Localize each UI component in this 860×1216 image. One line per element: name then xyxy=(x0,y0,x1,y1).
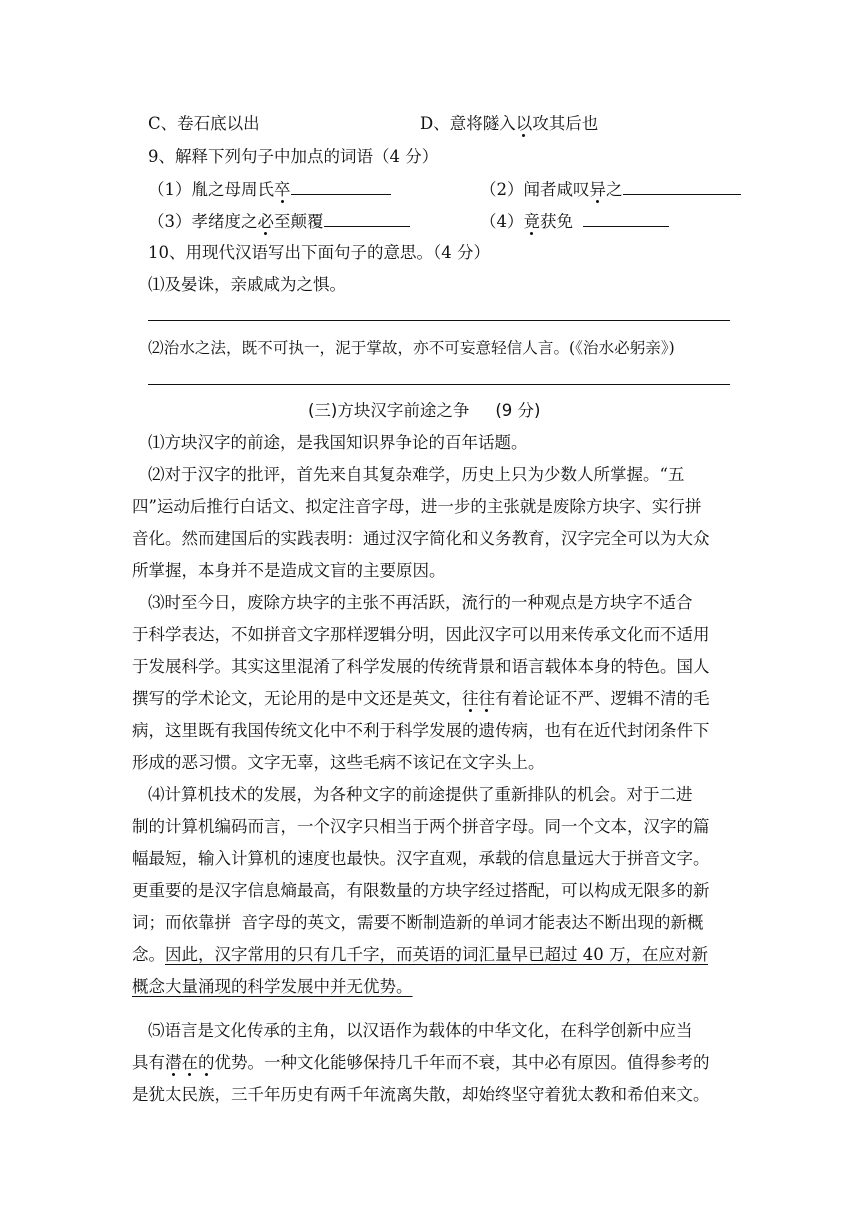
emphasis-dot-char: 往 xyxy=(462,689,479,708)
answer-blank[interactable] xyxy=(291,178,391,195)
emphasis-dot-char: 以 xyxy=(515,114,533,133)
paragraph-3-line: 于发展科学。其实这里混淆了科学发展的传统背景和语言载体本身的特色。国人 xyxy=(132,657,710,676)
paragraph-4-line: 词；而依靠拼 音字母的英文，需要不断制造新的单词才能表达不断出现的新概 xyxy=(132,913,704,932)
answer-blank[interactable] xyxy=(583,210,669,227)
paragraph-3-line: 病，这里既有我国传统文化中不利于科学发展的遗传病，也有在近代封闭条件下 xyxy=(132,721,710,740)
paragraph-1: ⑴方块汉字的前途，是我国知识界争论的百年话题。 xyxy=(148,433,528,452)
paragraph-3-line: ⑶时至今日，废除方块字的主张不再活跃，流行的一种观点是方块字不适合 xyxy=(148,593,693,612)
paragraph-3-line: 形成的恶习惯。文字无辜，这些毛病不该记在文字头上。 xyxy=(132,753,545,772)
q9-prompt: 9、解释下列句子中加点的词语（4 分） xyxy=(148,147,439,166)
paragraph-3-line: 于科学表达，不如拼音文字那样逻辑分明，因此汉字可以用来传承文化而不适用 xyxy=(132,625,710,644)
emphasis-dot-char: 卒 xyxy=(274,180,291,199)
paragraph-4-line: ⑷计算机技术的发展，为各种文字的前途提供了重新排队的机会。对于二进 xyxy=(148,785,693,804)
emphasis-dot-char: 的 xyxy=(198,1053,215,1072)
q10-sentence-2: ⑵治水之法，既不可执一，泥于掌故，亦不可妄意轻信人言。(《治水必躬亲》) xyxy=(148,339,675,357)
paragraph-2-line: ⑵对于汉字的批评，首先来自其复杂难学，历史上只为少数人所掌握。“五 xyxy=(148,465,685,484)
passage-title: (三)方块汉字前途之争 (9 分) xyxy=(308,401,541,420)
paragraph-3-line: 撰写的学术论文，无论用的是中文还是英文，往往有着论证不严、逻辑不清的毛 xyxy=(132,689,710,708)
q9-item-1: （1）胤之母周氏卒 xyxy=(148,178,391,201)
q9-item-4: （4）竟获免 xyxy=(480,210,669,233)
paragraph-4-line xyxy=(132,976,413,998)
answer-blank[interactable] xyxy=(324,210,410,227)
emphasis-dot-char: 异 xyxy=(589,180,606,199)
emphasis-dot-char: 竟 xyxy=(523,212,540,231)
emphasis-dot-char: 潜 xyxy=(165,1053,182,1072)
paragraph-5-line: ⑸语言是文化传承的主角，以汉语作为载体的中华文化，在科学创新中应当 xyxy=(148,1021,693,1040)
q10-prompt: 10、用现代汉语写出下面句子的意思。（4 分） xyxy=(148,243,490,262)
q8-option-c: C、卷石底以出 xyxy=(148,114,260,133)
underlined-sentence: 因此，汉字常用的只有几千字，而英语的词汇量早已超过 40 万，在应对新 xyxy=(165,945,708,964)
emphasis-dot-char: 必 xyxy=(257,212,274,231)
q9-item-3: （3）孝绪度之必至颠覆 xyxy=(148,210,410,233)
paragraph-4-line: 更重要的是汉字信息熵最高，有限数量的方块字经过搭配，可以构成无限多的新 xyxy=(132,881,710,900)
emphasis-dot-char: 在 xyxy=(181,1053,198,1072)
underlined-sentence: 概念大量涌现的科学发展中并无优势。 xyxy=(132,977,413,996)
emphasis-dot-char: 往 xyxy=(478,689,495,708)
paragraph-2-line: 音化。然而建国后的实践表明：通过汉字简化和义务教育，汉字完全可以为大众 xyxy=(132,529,710,548)
answer-line-1[interactable] xyxy=(148,320,730,321)
q9-item-2: （2）闻者咸叹异之 xyxy=(480,178,741,201)
paragraph-2-line: 所掌握，本身并不是造成文盲的主要原因。 xyxy=(132,561,446,580)
paragraph-5-line: 具有潜在的优势。一种文化能够保持几千年而不衰，其中必有原因。值得参考的 xyxy=(132,1053,710,1072)
q8-option-d: D、意将隧入以攻其后也 xyxy=(420,114,599,133)
paragraph-2-line: 四”运动后推行白话文、拟定注音字母，进一步的主张就是废除方块字、实行拼 xyxy=(132,497,702,516)
paragraph-4-line: 念。因此，汉字常用的只有几千字，而英语的词汇量早已超过 40 万，在应对新 xyxy=(132,945,708,964)
q10-sentence-1: ⑴及晏诛，亲戚咸为之惧。 xyxy=(148,275,346,294)
answer-blank[interactable] xyxy=(623,178,741,195)
paragraph-5-line: 是犹太民族，三千年历史有两千年流离失散，却始终坚守着犹太教和希伯来文。 xyxy=(132,1085,710,1104)
paragraph-4-line: 幅最短，输入计算机的速度也最快。汉字直观，承载的信息量远大于拼音文字。 xyxy=(132,849,710,868)
paragraph-4-line: 制的计算机编码而言，一个汉字只相当于两个拼音字母。同一个文本，汉字的篇 xyxy=(132,817,710,836)
answer-line-2[interactable] xyxy=(148,384,730,385)
